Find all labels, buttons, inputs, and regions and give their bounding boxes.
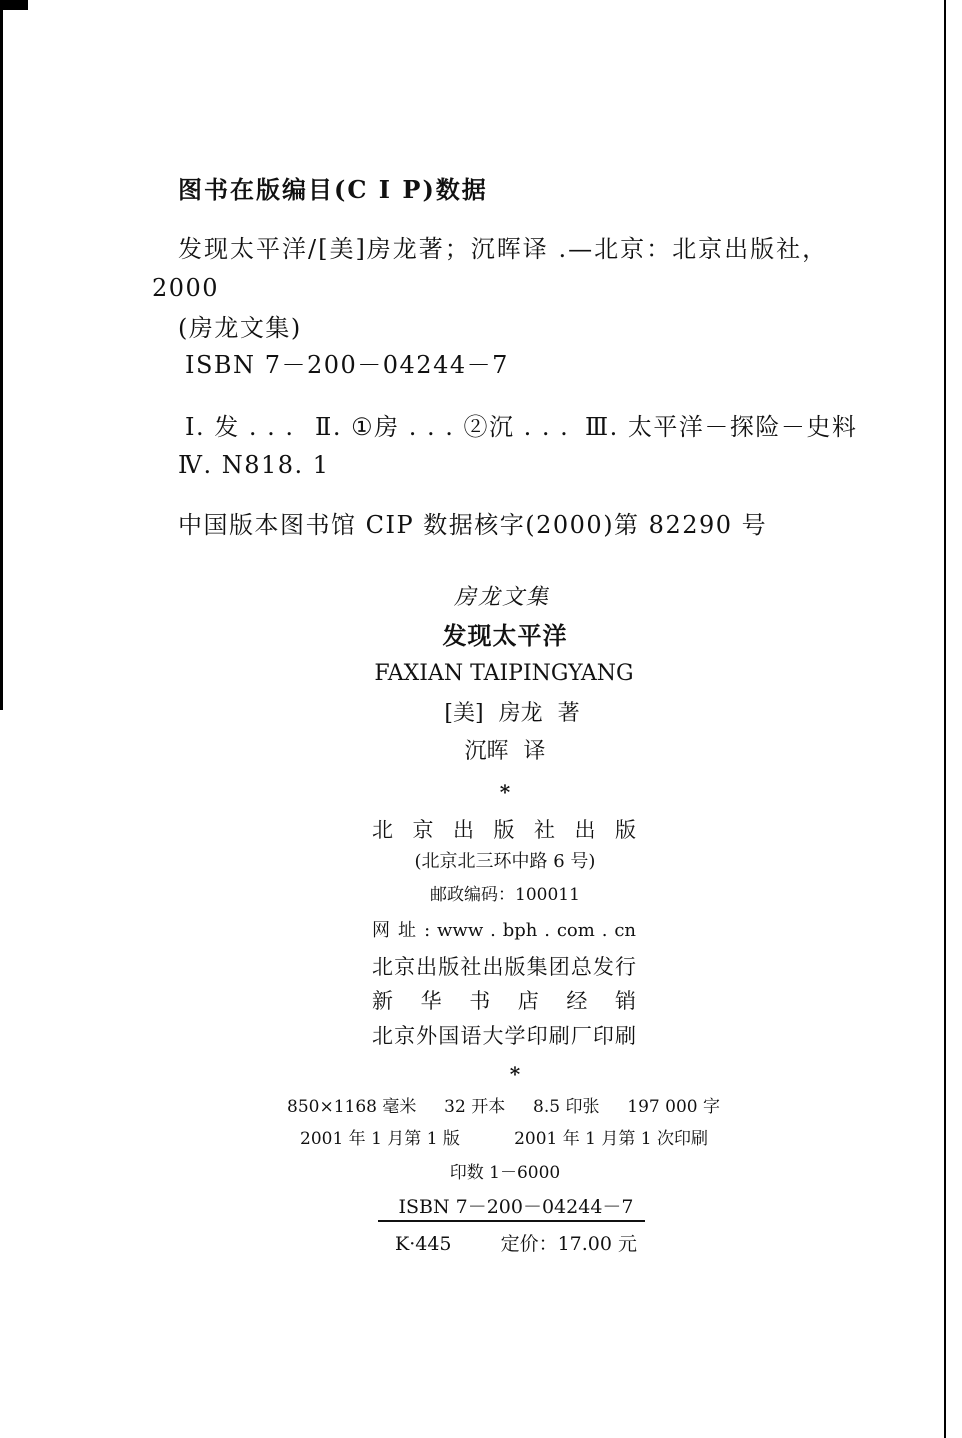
colophon-seller: 新 华 书 店 经 销 — [372, 989, 636, 1013]
spec-paper-size: 850×1168 毫米 — [287, 1097, 417, 1117]
colophon-separator: * — [499, 780, 511, 804]
colophon-distributor: 北京出版社出版集团总发行 — [372, 955, 636, 979]
colophon-print-run: 印数 1－6000 — [449, 1163, 561, 1183]
scan-edge-left — [0, 0, 3, 710]
colophon-postcode: 邮政编码：100011 — [430, 885, 580, 905]
colophon-title: 发现太平洋 — [442, 621, 568, 650]
cip-series: (房龙文集) — [178, 314, 302, 342]
colophon-printer: 北京外国语大学印刷厂印刷 — [372, 1024, 636, 1048]
classification-code: K·445 — [395, 1233, 452, 1255]
isbn-underline — [378, 1220, 645, 1222]
price: 定价：17.00 元 — [500, 1233, 637, 1255]
colophon-address: (北京北三环中路 6 号) — [414, 851, 596, 872]
colophon-specs — [287, 1099, 720, 1116]
spec-format: 32 开本 — [444, 1097, 506, 1117]
cip-classification-i: Ⅰ. 发 . . . — [185, 413, 295, 441]
cip-record-line: 发现太平洋/[美]房龙著；沉晖译 .—北京：北京出版社， — [178, 235, 829, 263]
cip-classification-iii: Ⅲ. 太平洋－探险－史料 — [585, 413, 858, 441]
colophon-title-pinyin: FAXIAN TAIPINGYANG — [374, 661, 634, 686]
cip-classification-ii: Ⅱ. ①房 . . . ②沉 . . . — [315, 413, 570, 441]
cip-record-year: 2000 — [152, 274, 220, 302]
scan-edge-top-corner — [0, 0, 28, 10]
edition-date: 2001 年 1 月第 1 版 — [300, 1129, 460, 1149]
colophon-publisher: 北 京 出 版 社 出 版 — [372, 818, 636, 842]
colophon-author: [美] 房龙 著 — [444, 701, 580, 726]
colophon-isbn: ISBN 7－200－04244－7 — [398, 1196, 634, 1218]
spec-sheets: 8.5 印张 — [533, 1097, 600, 1117]
colophon-editions — [300, 1131, 708, 1148]
cip-heading: 图书在版编目(C I P)数据 — [178, 175, 488, 204]
colophon-translator: 沉晖 译 — [464, 739, 546, 764]
spec-word-count: 197 000 字 — [627, 1097, 720, 1117]
scan-edge-right — [944, 0, 946, 1438]
printing-date: 2001 年 1 月第 1 次印刷 — [514, 1129, 708, 1149]
colophon-separator: * — [509, 1062, 521, 1086]
colophon-series: 房龙文集 — [453, 585, 550, 610]
cip-classification-iv: Ⅳ. N818. 1 — [178, 451, 330, 479]
colophon-price-line — [395, 1235, 637, 1254]
cip-isbn: ISBN 7－200－04244－7 — [185, 351, 509, 379]
colophon-website: 网 址 : www . bph . com . cn — [372, 920, 636, 941]
cip-number: 中国版本图书馆 CIP 数据核字(2000)第 82290 号 — [178, 511, 768, 539]
